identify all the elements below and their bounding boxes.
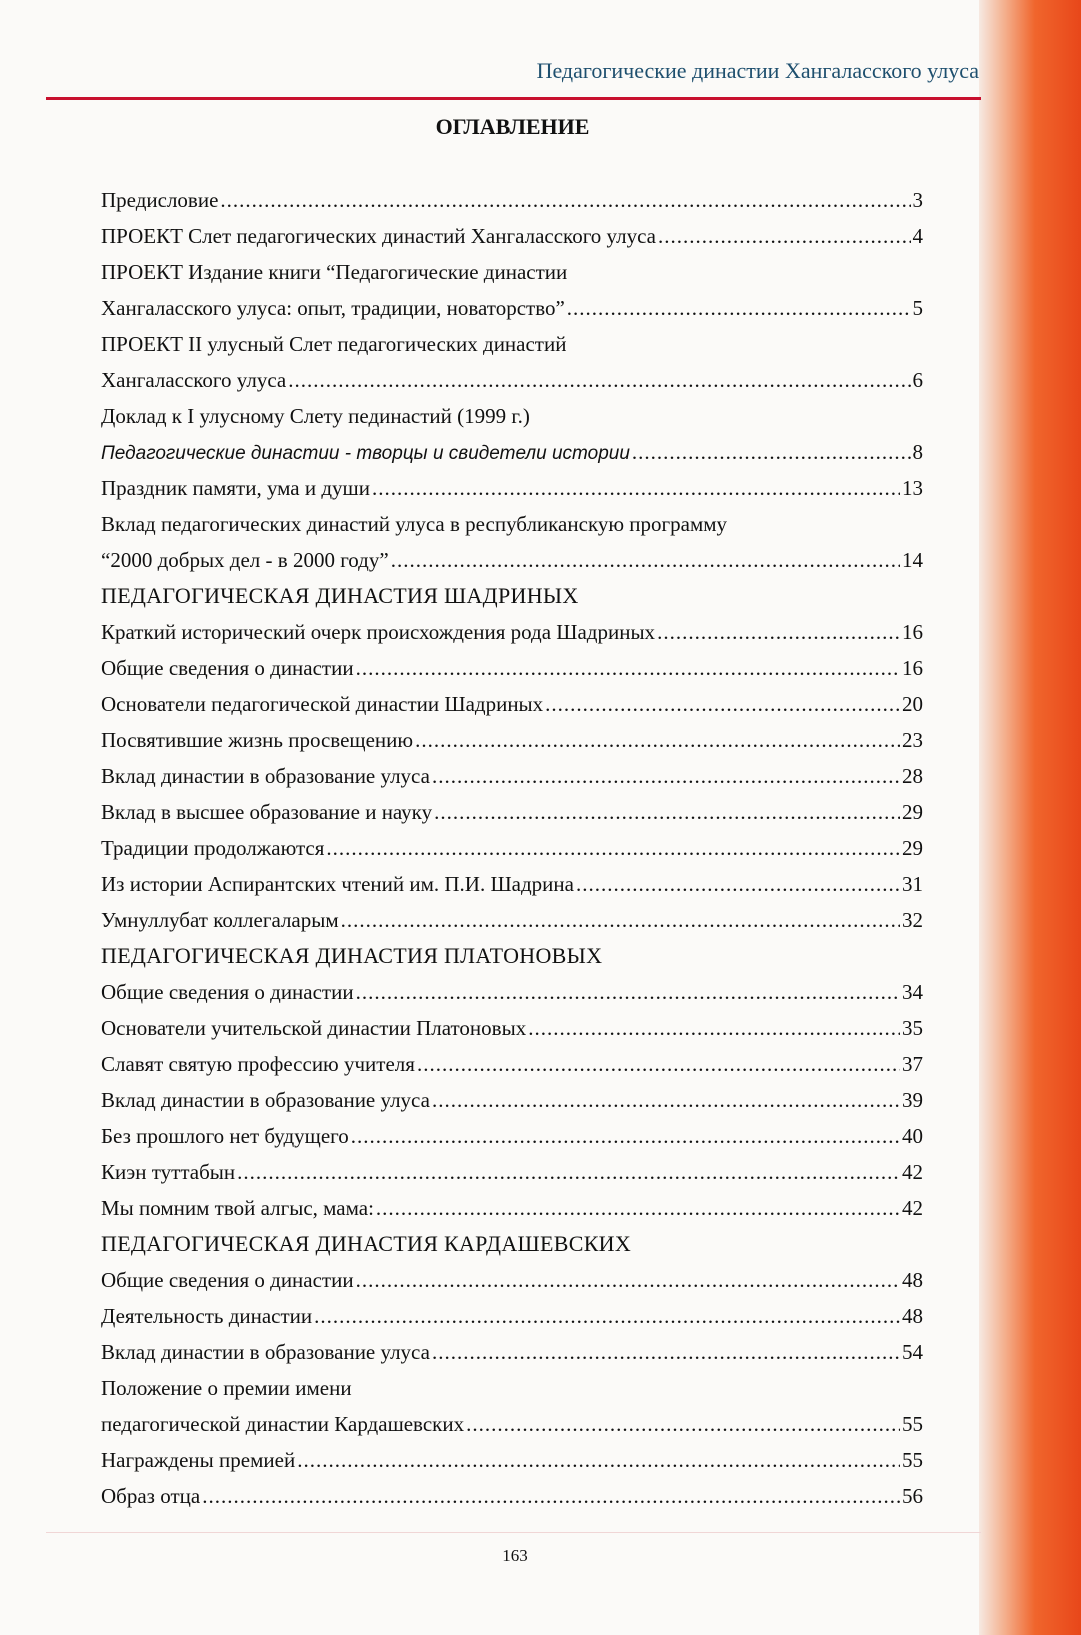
dot-leader [417,1046,900,1082]
toc-entry-title: Хангаласского улуса: опыт, традиции, новаторство” [101,296,565,320]
toc-entry [101,830,923,866]
dot-leader [341,902,900,938]
toc-entry-title: Предисловие [101,188,219,212]
toc-entry-title: ПРОЕКТ Слет педагогических династий Хангаласского улуса [101,224,656,248]
running-head: Педагогические династии Хангаласского улуса [536,58,979,83]
footer-rule [46,1532,981,1533]
toc-entry-title: педагогической династии Кардашевских [101,1412,465,1436]
dot-leader [202,1478,900,1514]
dot-leader [391,542,900,578]
toc-entry [101,722,923,758]
toc-entry-page: 48 [902,1304,923,1328]
dot-leader [545,686,900,722]
toc-entry [101,794,923,830]
toc-entry-page: 14 [902,548,923,572]
dot-leader [658,218,911,254]
toc-entry [101,362,923,398]
toc-entry-page: 6 [912,368,923,392]
dot-leader [567,290,911,326]
toc-entry [101,1262,923,1298]
toc-entry-title: Вклад педагогических династий улуса в республиканскую программу [101,512,728,536]
dot-leader [657,614,900,650]
toc-entry-title: Общие сведения о династии [101,656,354,680]
toc-entry-page: 32 [902,908,923,932]
toc-entry [101,1478,923,1514]
dot-leader [220,182,910,218]
toc-entry [101,866,923,902]
dot-leader [351,1118,900,1154]
toc-entry-title: Посвятившие жизнь просвещению [101,728,414,752]
toc-entry-title: Славят святую профессию учителя [101,1052,415,1076]
toc-section-heading [101,578,923,614]
toc-entry [101,614,923,650]
toc-entry-page: 16 [902,656,923,680]
toc-entry-page: 40 [902,1124,923,1148]
toc-entry-title: Киэн туттабын [101,1160,236,1184]
toc-entry-page: 37 [902,1052,923,1076]
dot-leader [372,470,900,506]
toc-entry [101,1154,923,1190]
toc-entry-page: 42 [902,1160,923,1184]
toc-entry [101,1298,923,1334]
toc-entry-page: 42 [902,1196,923,1220]
table-of-contents [101,182,923,1514]
dot-leader [528,1010,900,1046]
toc-entry-page: 55 [902,1412,923,1436]
toc-entry [101,1334,923,1370]
dot-leader [466,1406,900,1442]
toc-entry [101,434,923,470]
dot-leader [376,1190,900,1226]
dot-leader [432,1082,900,1118]
toc-entry-page: 29 [902,836,923,860]
toc-entry [101,218,923,254]
toc-entry-page: 34 [902,980,923,1004]
toc-entry-title: Общие сведения о династии [101,1268,354,1292]
toc-entry [101,1046,923,1082]
header-rule [46,97,981,100]
dot-leader [576,866,900,902]
toc-entry-title: ПРОЕКТ II улусный Слет педагогических династий [101,332,567,356]
toc-entry-page: 13 [902,476,923,500]
dot-leader [632,434,911,470]
toc-entry-title: Вклад династии в образование улуса [101,764,430,788]
toc-entry [101,1190,923,1226]
toc-entry [101,398,923,434]
page-number: 163 [502,1546,528,1565]
dot-leader [434,794,900,830]
toc-entry-title: Вклад в высшее образование и науку [101,800,433,824]
toc-entry-page: 16 [902,620,923,644]
toc-entry-title: Деятельность династии [101,1304,313,1328]
dot-leader [432,758,900,794]
dot-leader [356,974,900,1010]
page-title: ОГЛАВЛЕНИЕ [435,114,590,139]
toc-entry-page: 20 [902,692,923,716]
toc-entry-page: 31 [902,872,923,896]
toc-entry [101,974,923,1010]
toc-entry-page: 48 [902,1268,923,1292]
toc-entry-title: Общие сведения о династии [101,980,354,1004]
toc-entry [101,758,923,794]
toc-entry-page: 4 [912,224,923,248]
toc-entry-page: 23 [902,728,923,752]
toc-entry-title: Педагогические династии - творцы и свидетели истории [101,443,630,464]
toc-entry-title: ПЕДАГОГИЧЕСКАЯ ДИНАСТИЯ ШАДРИНЫХ [101,583,579,608]
toc-entry-title: ПРОЕКТ Издание книги “Педагогические династии [101,260,568,284]
dot-leader [356,650,900,686]
toc-entry-title: Из истории Аспирантских чтений им. П.И. Шадрина [101,872,574,896]
dot-leader [314,1298,900,1334]
toc-entry-title: Образ отца [101,1484,201,1508]
toc-entry-title: Доклад к I улусному Слету пединастий (1999 г.) [101,404,530,428]
toc-entry [101,686,923,722]
toc-entry-title: Краткий исторический очерк происхождения рода Шадриных [101,620,656,644]
toc-entry-title: Хангаласского улуса [101,368,287,392]
toc-entry [101,902,923,938]
toc-entry [101,1442,923,1478]
toc-entry-title: ПЕДАГОГИЧЕСКАЯ ДИНАСТИЯ ПЛАТОНОВЫХ [101,943,603,968]
toc-section-heading [101,938,923,974]
toc-entry-title: ПЕДАГОГИЧЕСКАЯ ДИНАСТИЯ КАРДАШЕВСКИХ [101,1231,632,1256]
toc-entry-title: Праздник памяти, ума и души [101,476,370,500]
toc-entry [101,470,923,506]
toc-entry-title: Без прошлого нет будущего [101,1124,349,1148]
toc-entry-page: 55 [902,1448,923,1472]
toc-entry [101,1082,923,1118]
toc-entry-page: 54 [902,1340,923,1364]
toc-entry [101,326,923,362]
toc-entry-title: Награждены премией [101,1448,296,1472]
toc-entry-page: 29 [902,800,923,824]
toc-entry-page: 3 [912,188,923,212]
toc-entry-title: Умнуллубат коллегаларым [101,908,339,932]
dot-leader [356,1262,900,1298]
toc-entry-title: Основатели учительской династии Платоновых [101,1016,527,1040]
toc-entry-title: Вклад династии в образование улуса [101,1088,430,1112]
dot-leader [432,1334,900,1370]
toc-entry-title: Традиции продолжаются [101,836,325,860]
toc-entry [101,254,923,290]
toc-entry-page: 39 [902,1088,923,1112]
toc-entry-title: “2000 добрых дел - в 2000 году” [101,548,389,572]
toc-entry [101,290,923,326]
toc-entry [101,1010,923,1046]
toc-entry-title: Мы помним твой алгыс, мама: [101,1196,374,1220]
toc-entry-page: 35 [902,1016,923,1040]
toc-entry [101,650,923,686]
toc-entry [101,542,923,578]
toc-entry-title: Положение о премии имени [101,1376,352,1400]
toc-entry [101,1118,923,1154]
dot-leader [297,1442,900,1478]
toc-entry [101,506,923,542]
toc-entry-page: 5 [912,296,923,320]
toc-entry [101,1406,923,1442]
dot-leader [288,362,910,398]
page-edge-color-band [979,0,1081,1635]
toc-entry [101,182,923,218]
toc-entry-title: Основатели педагогической династии Шадриных [101,692,544,716]
toc-entry-page: 8 [912,440,923,464]
toc-entry [101,1370,923,1406]
toc-section-heading [101,1226,923,1262]
toc-entry-page: 56 [902,1484,923,1508]
dot-leader [415,722,900,758]
dot-leader [326,830,900,866]
toc-entry-title: Вклад династии в образование улуса [101,1340,430,1364]
toc-entry-page: 28 [902,764,923,788]
dot-leader [237,1154,900,1190]
